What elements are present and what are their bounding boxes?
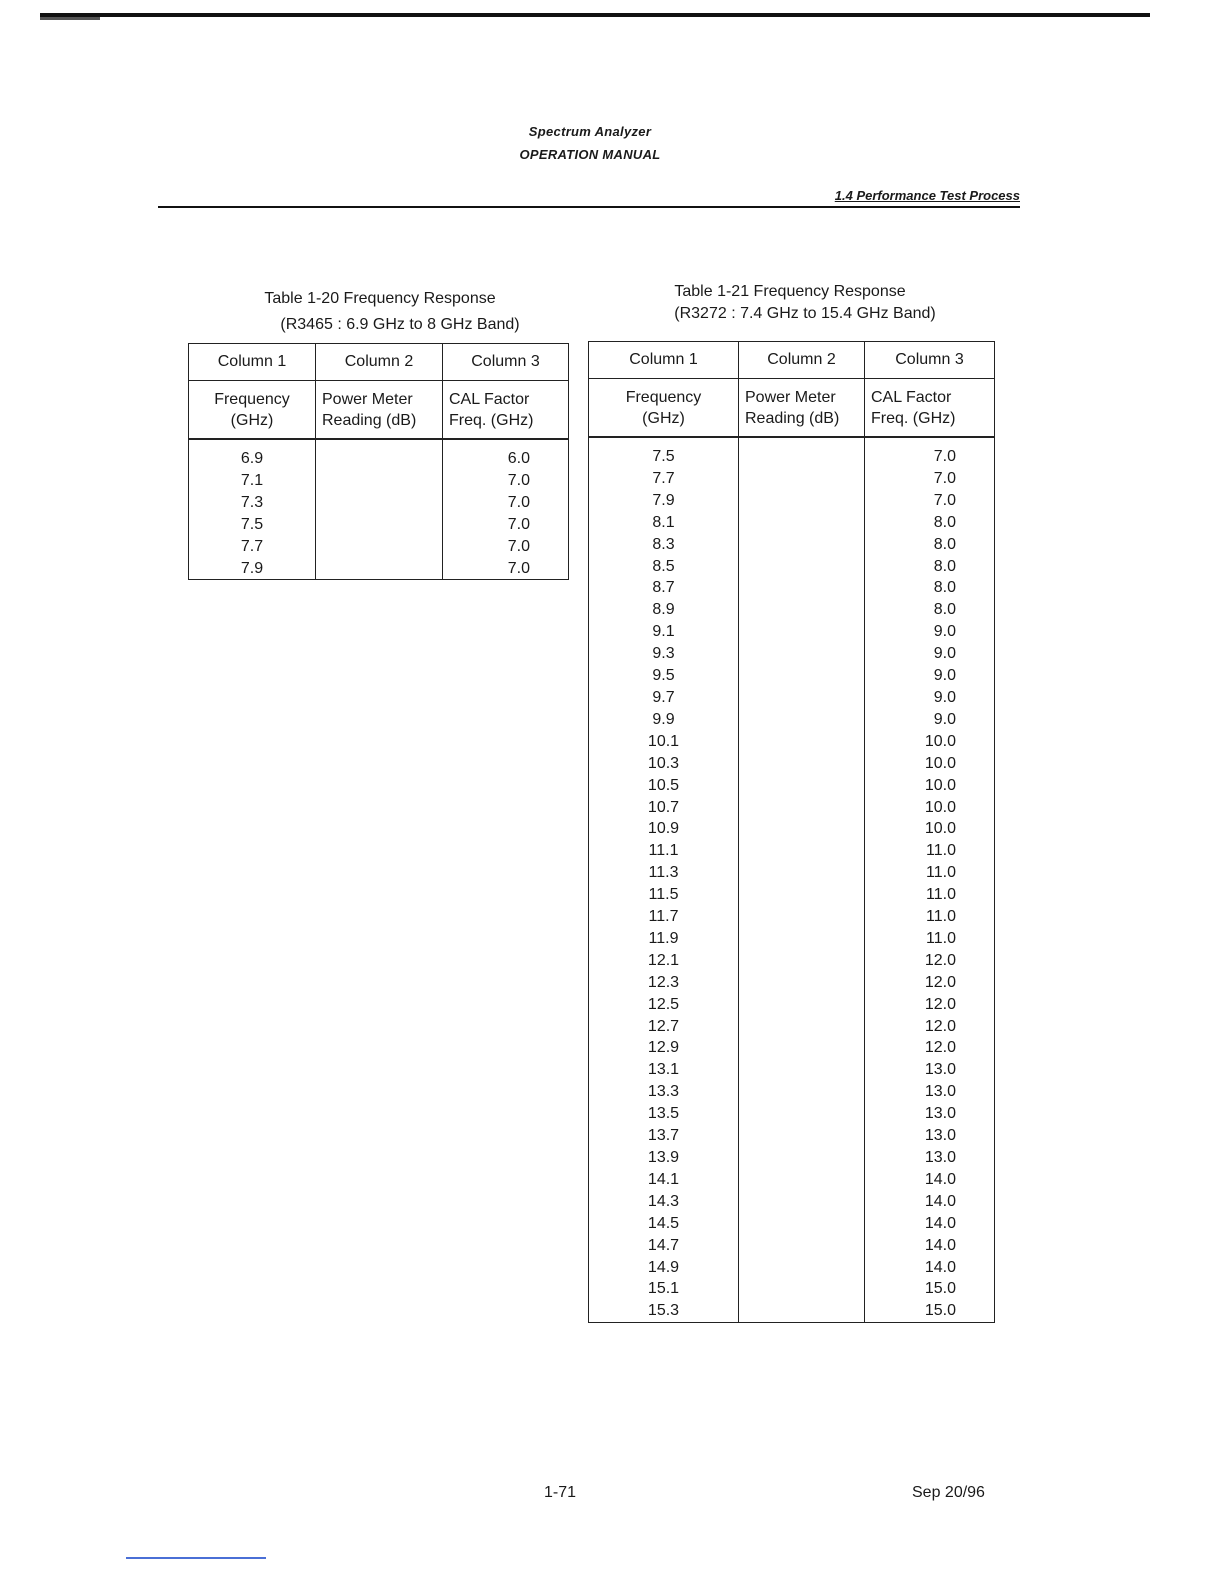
- frequency-cell: 15.3: [589, 1300, 739, 1322]
- table-row: [589, 884, 995, 906]
- table-row: [589, 753, 995, 775]
- power-reading-cell[interactable]: [739, 906, 865, 928]
- header-rule: [158, 206, 1020, 208]
- cal-factor-cell: 10.0: [865, 753, 995, 775]
- table-row: [589, 709, 995, 731]
- caption-title: Table 1-20 Frequency Response: [264, 290, 496, 307]
- power-meter-header: Power Meter Reading (dB): [739, 379, 865, 438]
- table-row: [189, 536, 569, 558]
- table-row: [589, 1125, 995, 1147]
- cal-factor-cell: 13.0: [865, 1125, 995, 1147]
- cal-factor-cell: 7.0: [865, 446, 995, 468]
- frequency-header: Frequency (GHz): [589, 379, 739, 438]
- power-reading-cell[interactable]: [739, 1081, 865, 1103]
- frequency-cell: 9.9: [589, 709, 739, 731]
- table-row: [589, 862, 995, 884]
- bottom-underline: [126, 1557, 266, 1559]
- cal-factor-cell: 11.0: [865, 862, 995, 884]
- table-row: [589, 775, 995, 797]
- frequency-cell: 10.5: [589, 775, 739, 797]
- frequency-cell: 7.3: [189, 492, 316, 514]
- power-reading-cell[interactable]: [739, 1191, 865, 1213]
- power-reading-cell[interactable]: [739, 1235, 865, 1257]
- frequency-cell: 13.3: [589, 1081, 739, 1103]
- power-reading-cell[interactable]: [739, 1103, 865, 1125]
- power-reading-cell[interactable]: [739, 1016, 865, 1038]
- power-reading-cell[interactable]: [739, 643, 865, 665]
- power-reading-cell[interactable]: [739, 599, 865, 621]
- table-row: [589, 446, 995, 468]
- power-reading-cell[interactable]: [739, 621, 865, 643]
- frequency-cell: 8.5: [589, 556, 739, 578]
- cal-factor-cell: 9.0: [865, 665, 995, 687]
- cal-factor-cell: 7.0: [443, 558, 569, 580]
- frequency-cell: 10.7: [589, 797, 739, 819]
- table-row: [589, 1147, 995, 1169]
- frequency-cell: 11.9: [589, 928, 739, 950]
- table-row: [589, 731, 995, 753]
- cal-factor-cell: 8.0: [865, 577, 995, 599]
- cal-factor-cell: 13.0: [865, 1059, 995, 1081]
- table-body: [189, 448, 569, 580]
- power-reading-cell[interactable]: [739, 1037, 865, 1059]
- cal-factor-cell: 12.0: [865, 994, 995, 1016]
- frequency-cell: 14.7: [589, 1235, 739, 1257]
- frequency-cell: 12.7: [589, 1016, 739, 1038]
- power-reading-cell[interactable]: [739, 1278, 865, 1300]
- table-row: [589, 1300, 995, 1322]
- power-reading-cell[interactable]: [739, 709, 865, 731]
- scan-mark: [40, 17, 100, 20]
- cal-factor-cell: 8.0: [865, 599, 995, 621]
- frequency-cell: 14.3: [589, 1191, 739, 1213]
- cal-factor-cell: 11.0: [865, 928, 995, 950]
- table-body: [589, 446, 995, 1323]
- table-row: [589, 950, 995, 972]
- column-3-header: Column 3: [865, 342, 995, 379]
- power-reading-cell[interactable]: [739, 490, 865, 512]
- power-reading-cell[interactable]: [739, 446, 865, 468]
- table-1-20-caption: [190, 288, 570, 336]
- table-row: [589, 687, 995, 709]
- frequency-cell: 13.1: [589, 1059, 739, 1081]
- frequency-cell: 7.9: [589, 490, 739, 512]
- table-row: [589, 1213, 995, 1235]
- cal-factor-cell: 9.0: [865, 709, 995, 731]
- power-reading-cell[interactable]: [739, 994, 865, 1016]
- frequency-cell: 7.7: [589, 468, 739, 490]
- column-2-header: Column 2: [739, 342, 865, 379]
- cal-factor-cell: 7.0: [443, 536, 569, 558]
- table-row: [589, 534, 995, 556]
- frequency-cell: 12.5: [589, 994, 739, 1016]
- cal-factor-cell: 12.0: [865, 1016, 995, 1038]
- table-row: [589, 490, 995, 512]
- table-row: [589, 1235, 995, 1257]
- table-row: [589, 1103, 995, 1125]
- cal-factor-cell: 11.0: [865, 906, 995, 928]
- cal-factor-cell: 14.0: [865, 1169, 995, 1191]
- table-row: [589, 1257, 995, 1279]
- frequency-cell: 12.1: [589, 950, 739, 972]
- table-1-20: [188, 343, 569, 580]
- frequency-cell: 9.7: [589, 687, 739, 709]
- table-row: [589, 665, 995, 687]
- cal-factor-cell: 9.0: [865, 643, 995, 665]
- frequency-cell: 10.1: [589, 731, 739, 753]
- frequency-cell: 11.1: [589, 840, 739, 862]
- cal-factor-cell: 9.0: [865, 687, 995, 709]
- frequency-cell: 8.9: [589, 599, 739, 621]
- table-row: [589, 1278, 995, 1300]
- table-row: [189, 558, 569, 580]
- cal-factor-cell: 7.0: [443, 470, 569, 492]
- table-row: [589, 468, 995, 490]
- table-1-21: [588, 341, 995, 1323]
- frequency-cell: 14.1: [589, 1169, 739, 1191]
- table-row: [589, 643, 995, 665]
- column-2-header: Column 2: [316, 344, 443, 381]
- table-row: [189, 514, 569, 536]
- power-reading-cell[interactable]: [739, 775, 865, 797]
- table-row: [589, 556, 995, 578]
- power-reading-cell[interactable]: [739, 862, 865, 884]
- cal-factor-cell: 7.0: [443, 492, 569, 514]
- table-row: [589, 1037, 995, 1059]
- power-reading-cell[interactable]: [739, 884, 865, 906]
- cal-factor-cell: 15.0: [865, 1278, 995, 1300]
- table-row: [589, 621, 995, 643]
- power-reading-cell[interactable]: [739, 731, 865, 753]
- power-reading-cell[interactable]: [739, 1257, 865, 1279]
- table-row: [589, 1016, 995, 1038]
- cal-factor-cell: 12.0: [865, 972, 995, 994]
- power-reading-cell[interactable]: [739, 468, 865, 490]
- power-reading-cell[interactable]: [739, 556, 865, 578]
- column-1-header: Column 1: [189, 344, 316, 381]
- power-reading-cell[interactable]: [316, 470, 443, 492]
- caption-subtitle: (R3465 : 6.9 GHz to 8 GHz Band): [280, 316, 520, 333]
- revision-date: Sep 20/96: [912, 1484, 985, 1501]
- power-reading-cell[interactable]: [739, 1169, 865, 1191]
- power-reading-cell[interactable]: [316, 514, 443, 536]
- frequency-cell: 10.9: [589, 818, 739, 840]
- power-reading-cell[interactable]: [739, 1300, 865, 1322]
- cal-factor-cell: 15.0: [865, 1300, 995, 1322]
- power-reading-cell[interactable]: [739, 665, 865, 687]
- column-1-header: Column 1: [589, 342, 739, 379]
- frequency-cell: 6.9: [189, 448, 316, 470]
- power-reading-cell[interactable]: [739, 753, 865, 775]
- frequency-cell: 8.1: [589, 512, 739, 534]
- power-reading-cell[interactable]: [739, 1213, 865, 1235]
- power-reading-cell[interactable]: [739, 840, 865, 862]
- frequency-cell: 11.7: [589, 906, 739, 928]
- power-reading-cell[interactable]: [739, 928, 865, 950]
- table-row: [189, 448, 569, 470]
- frequency-cell: 12.9: [589, 1037, 739, 1059]
- table-row: [589, 1169, 995, 1191]
- table-row: [589, 994, 995, 1016]
- power-reading-cell[interactable]: [316, 558, 443, 580]
- cal-factor-cell: 13.0: [865, 1103, 995, 1125]
- cal-factor-cell: 10.0: [865, 797, 995, 819]
- cal-factor-cell: 10.0: [865, 818, 995, 840]
- cal-factor-cell: 8.0: [865, 512, 995, 534]
- power-reading-cell[interactable]: [739, 577, 865, 599]
- frequency-cell: 7.5: [589, 446, 739, 468]
- table-row: [589, 818, 995, 840]
- cal-factor-cell: 9.0: [865, 621, 995, 643]
- table-row: [589, 840, 995, 862]
- power-reading-cell[interactable]: [316, 492, 443, 514]
- frequency-cell: 8.3: [589, 534, 739, 556]
- page-number: 1-71: [544, 1484, 577, 1501]
- cal-factor-cell: 7.0: [865, 468, 995, 490]
- frequency-cell: 7.1: [189, 470, 316, 492]
- section-heading: 1.4 Performance Test Process: [834, 188, 1020, 203]
- frequency-cell: 14.5: [589, 1213, 739, 1235]
- frequency-cell: 12.3: [589, 972, 739, 994]
- frequency-cell: 7.7: [189, 536, 316, 558]
- frequency-cell: 11.5: [589, 884, 739, 906]
- power-reading-cell[interactable]: [739, 687, 865, 709]
- frequency-cell: 14.9: [589, 1257, 739, 1279]
- power-reading-cell[interactable]: [739, 512, 865, 534]
- power-meter-header: Power Meter Reading (dB): [316, 381, 443, 440]
- cal-factor-cell: 14.0: [865, 1191, 995, 1213]
- table-row: [589, 599, 995, 621]
- cal-factor-cell: 12.0: [865, 950, 995, 972]
- power-reading-cell[interactable]: [739, 972, 865, 994]
- cal-factor-cell: 8.0: [865, 534, 995, 556]
- table-row: [189, 470, 569, 492]
- power-reading-cell[interactable]: [739, 1147, 865, 1169]
- cal-factor-cell: 14.0: [865, 1213, 995, 1235]
- cal-factor-cell: 6.0: [443, 448, 569, 470]
- top-rule: [40, 13, 1150, 17]
- cal-factor-cell: 10.0: [865, 775, 995, 797]
- frequency-cell: 13.9: [589, 1147, 739, 1169]
- power-reading-cell[interactable]: [739, 950, 865, 972]
- frequency-cell: 11.3: [589, 862, 739, 884]
- doc-subtitle: OPERATION MANUAL: [519, 147, 661, 162]
- caption-title: Table 1-21 Frequency Response: [674, 283, 906, 300]
- doc-title: Spectrum Analyzer: [528, 124, 652, 139]
- frequency-cell: 13.7: [589, 1125, 739, 1147]
- power-reading-cell[interactable]: [316, 448, 443, 470]
- frequency-cell: 15.1: [589, 1278, 739, 1300]
- frequency-cell: 13.5: [589, 1103, 739, 1125]
- power-reading-cell[interactable]: [739, 818, 865, 840]
- caption-subtitle: (R3272 : 7.4 GHz to 15.4 GHz Band): [674, 305, 936, 322]
- cal-factor-cell: 12.0: [865, 1037, 995, 1059]
- cal-factor-header: CAL Factor Freq. (GHz): [865, 379, 995, 438]
- cal-factor-cell: 10.0: [865, 731, 995, 753]
- cal-factor-cell: 14.0: [865, 1257, 995, 1279]
- power-reading-cell[interactable]: [739, 534, 865, 556]
- cal-factor-cell: 7.0: [443, 514, 569, 536]
- frequency-cell: 10.3: [589, 753, 739, 775]
- table-row: [589, 1059, 995, 1081]
- frequency-cell: 9.3: [589, 643, 739, 665]
- table-row: [589, 928, 995, 950]
- cal-factor-cell: 11.0: [865, 884, 995, 906]
- table-row: [189, 492, 569, 514]
- table-row: [589, 972, 995, 994]
- table-row: [589, 906, 995, 928]
- cal-factor-cell: 13.0: [865, 1147, 995, 1169]
- cal-factor-cell: 7.0: [865, 490, 995, 512]
- frequency-header: Frequency (GHz): [189, 381, 316, 440]
- power-reading-cell[interactable]: [316, 536, 443, 558]
- cal-factor-header: CAL Factor Freq. (GHz): [443, 381, 569, 440]
- table-row: [589, 1081, 995, 1103]
- power-reading-cell[interactable]: [739, 797, 865, 819]
- table-row: [589, 577, 995, 599]
- cal-factor-cell: 8.0: [865, 556, 995, 578]
- frequency-cell: 9.5: [589, 665, 739, 687]
- power-reading-cell[interactable]: [739, 1125, 865, 1147]
- cal-factor-cell: 11.0: [865, 840, 995, 862]
- spacer-row: [589, 437, 995, 446]
- column-3-header: Column 3: [443, 344, 569, 381]
- table-row: [589, 512, 995, 534]
- power-reading-cell[interactable]: [739, 1059, 865, 1081]
- frequency-cell: 9.1: [589, 621, 739, 643]
- frequency-cell: 7.5: [189, 514, 316, 536]
- table-1-21-caption: [600, 281, 1010, 325]
- table-row: [589, 1191, 995, 1213]
- frequency-cell: 8.7: [589, 577, 739, 599]
- cal-factor-cell: 13.0: [865, 1081, 995, 1103]
- cal-factor-cell: 14.0: [865, 1235, 995, 1257]
- frequency-cell: 7.9: [189, 558, 316, 580]
- spacer-row: [189, 439, 569, 448]
- table-row: [589, 797, 995, 819]
